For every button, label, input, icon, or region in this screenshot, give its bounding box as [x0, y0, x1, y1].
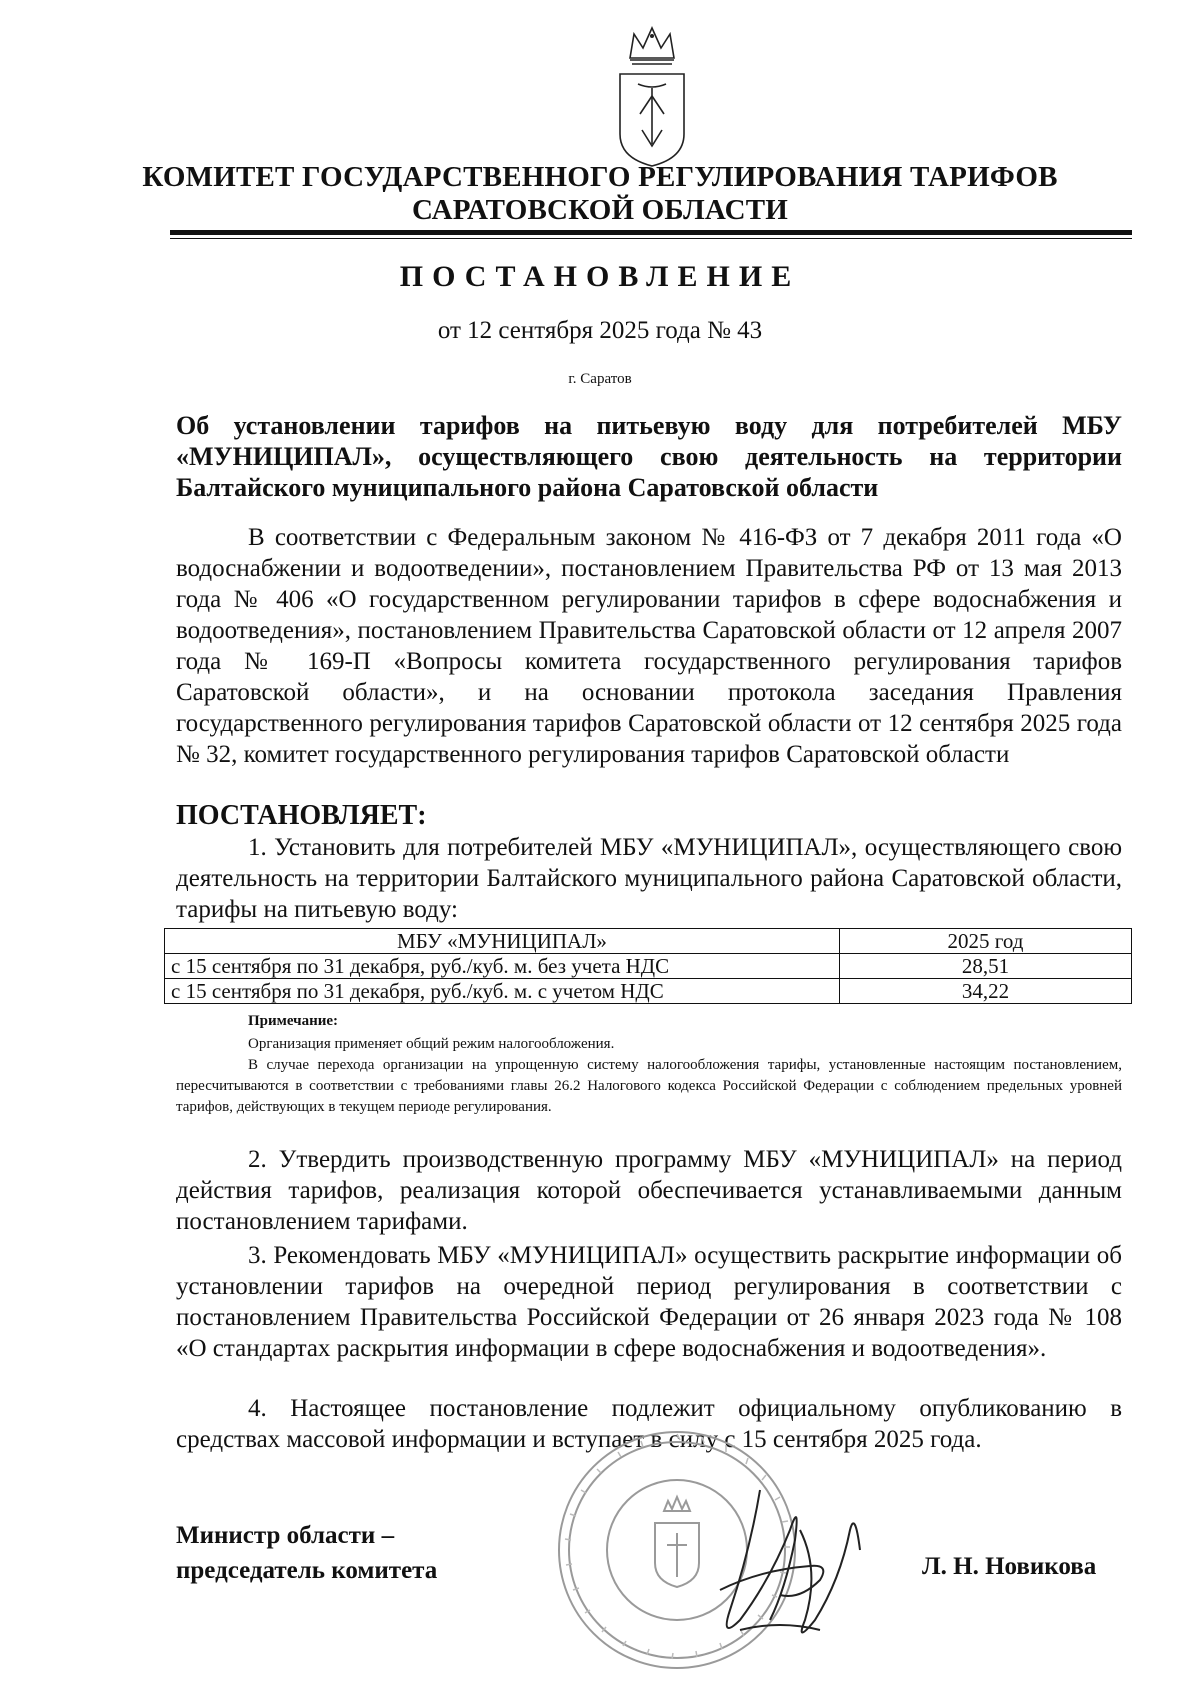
- signatory-title-line2: председатель комитета: [176, 1557, 438, 1584]
- tariff-table: [164, 928, 1132, 1004]
- document-type: ПОСТАНОВЛЕНИЕ: [399, 260, 801, 293]
- org-name-line1: КОМИТЕТ ГОСУДАРСТВЕННОГО РЕГУЛИРОВАНИЯ ТАРИФОВ: [142, 161, 1058, 193]
- item-2: 2. Утвердить производственную программу МБУ «МУНИЦИПАЛ» на период действия тарифов, реализация которой обеспечивается устанавливаемыми данным постановлением тарифами.: [176, 1146, 1122, 1235]
- table-cell: 28,51: [840, 954, 1132, 979]
- header-rule-thin: [170, 238, 1132, 239]
- document-city: г. Саратов: [568, 371, 632, 387]
- table-cell: с 15 сентября по 31 декабря, руб./куб. м. без учета НДС: [165, 954, 840, 979]
- note-title: Примечание:: [248, 1013, 339, 1029]
- table-cell: с 15 сентября по 31 декабря, руб./куб. м. с учетом НДС: [165, 979, 840, 1004]
- table-row: [165, 954, 1132, 979]
- saratov-coat-of-arms-icon: [612, 26, 692, 168]
- document-date-number: от 12 сентября 2025 года № 43: [437, 317, 763, 344]
- decree-word: ПОСТАНОВЛЯЕТ:: [176, 800, 427, 831]
- signatory-name: Л. Н. Новикова: [922, 1553, 1097, 1580]
- header-rule-thick: [170, 230, 1132, 235]
- item-4: 4. Настоящее постановление подлежит официальному опубликованию в средствах массовой информации и вступает в силу с 15 сентября 2025 года.: [176, 1395, 1122, 1453]
- handwritten-signature-icon: [700, 1470, 880, 1650]
- table-header-row: [165, 929, 1132, 954]
- table-header-cell: МБУ «МУНИЦИПАЛ»: [165, 929, 840, 954]
- table-header-cell: 2025 год: [840, 929, 1132, 954]
- item-1: 1. Установить для потребителей МБУ «МУНИЦИПАЛ», осуществляющего свою деятельность на территории Балтайского муниципального района Саратовской области, тарифы на питьевую воду:: [176, 834, 1122, 923]
- table-cell: 34,22: [840, 979, 1132, 1004]
- signatory-title-line1: Министр области –: [176, 1522, 395, 1549]
- table-row: [165, 979, 1132, 1004]
- preamble-paragraph: В соответствии с Федеральным законом № 416-ФЗ от 7 декабря 2011 года «О водоснабжении и водоотведении», постановлением Правительства РФ от 13 мая 2013 года № 406 «О государственном регулировании тарифов в сфере водоснабжения и водоотведения», постановлением Правительства Саратовской области от 12 апреля 2007 года № 169-П «Вопросы комитета государственного регулирования тарифов Саратовской области», и на основании протокола заседания Правления государственного регулирования тарифов Саратовской области от 12 сентября 2025 года № 32, комитет государственного регулирования тарифов Саратовской области: [176, 524, 1122, 768]
- signatory-title: [176, 1518, 437, 1588]
- item-3: 3. Рекомендовать МБУ «МУНИЦИПАЛ» осуществить раскрытие информации об установлении тарифов на очередной период регулирования в соответствии с постановлением Правительства Российской Федерации от 26 января 2023 года № 108 «О стандартах раскрытия информации в сфере водоснабжения и водоотведения».: [176, 1242, 1122, 1362]
- note-line-1: Организация применяет общий режим налогообложения.: [248, 1036, 615, 1052]
- note-line-2: В случае перехода организации на упрощенную систему налогообложения тарифы, установленные настоящим постановлением, пересчитываются в соответствии с требованиями главы 26.2 Налогового кодекса Российской Федерации с соблюдением предельных уровней тарифов, действующих в текущем периоде регулирования.: [176, 1057, 1122, 1115]
- document-subject: Об установлении тарифов на питьевую воду для потребителей МБУ «МУНИЦИПАЛ», осуществляющего свою деятельность на территории Балтайского муниципального района Саратовской области: [176, 411, 1122, 502]
- org-name-line2: САРАТОВСКОЙ ОБЛАСТИ: [411, 194, 789, 226]
